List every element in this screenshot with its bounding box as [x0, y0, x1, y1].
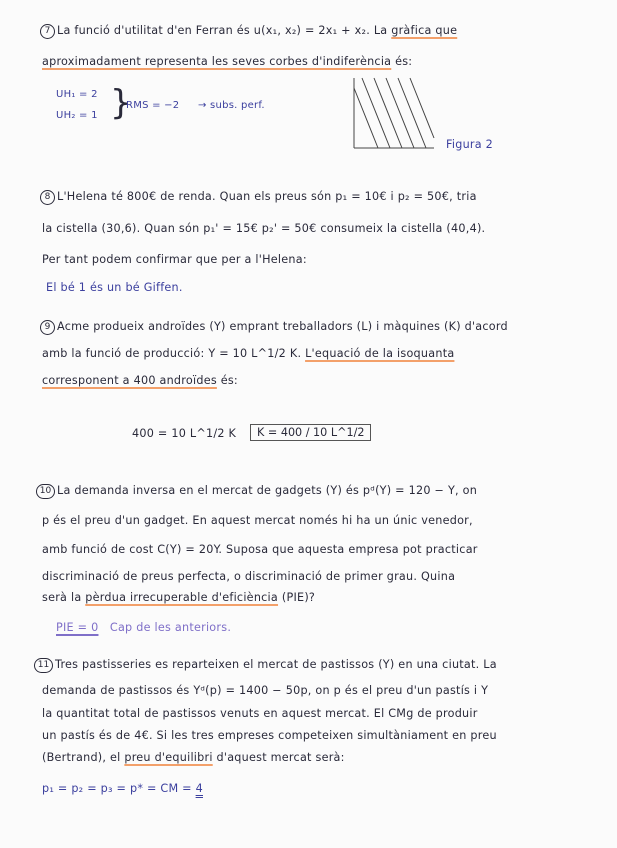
- q11-highlight: preu d'equilibri: [124, 751, 213, 764]
- q9-highlight-1: L'equació de la isoquanta: [305, 347, 455, 360]
- q9-line-2: [42, 347, 454, 360]
- q10-answer-pie: PIE = 0: [56, 621, 99, 634]
- q11-text-5: (Bertrand), el: [42, 751, 125, 764]
- q9-text-2: amb la funció de producció: Y = 10 L^1/2 K.: [42, 347, 306, 360]
- q10-line-5: [42, 591, 315, 604]
- q7-line-2: [42, 55, 412, 68]
- q7-figure-2: [348, 74, 438, 154]
- q7-text-end: és:: [391, 55, 413, 68]
- q9-number: 9: [40, 320, 55, 335]
- q7-brace: }: [110, 83, 132, 123]
- q9-text: Acme produeix androïdes (Y) emprant treballadors (L) i màquines (K) d'acord: [57, 320, 508, 333]
- q11-text: Tres pastisseries es reparteixen el mercat de pastissos (Y) en una ciutat. La: [55, 658, 497, 671]
- q10-line-1: [36, 484, 477, 499]
- q7-uh1: UH₁ = 2: [56, 89, 98, 100]
- q10-line-2: p és el preu d'un gadget. En aquest mercat només hi ha un únic venedor,: [42, 514, 473, 527]
- q8-line-1: [40, 190, 477, 205]
- q11-number: 11: [34, 658, 53, 673]
- q9-highlight-2: corresponent a 400 androïdes: [42, 374, 217, 387]
- q7-uh2: UH₂ = 1: [56, 110, 98, 121]
- q10-text-5: serà la: [42, 591, 86, 604]
- q10-answer: [56, 621, 231, 634]
- q8-text: L'Helena té 800€ de renda. Quan els preus són p₁ = 10€ i p₂ = 50€, tria: [57, 190, 477, 203]
- q10-answer-choice: Cap de les anteriors.: [109, 621, 232, 634]
- q10-line-3: amb funció de cost C(Y) = 20Y. Suposa que aquesta empresa pot practicar: [42, 543, 478, 556]
- q10-number: 10: [36, 484, 55, 499]
- q7-highlight-1: gràfica que: [391, 24, 458, 37]
- q9-equation: 400 = 10 L^1/2 K: [132, 427, 237, 440]
- q7-rms: RMS = −2: [126, 100, 180, 111]
- q10-line-4: discriminació de preus perfecta, o discriminació de primer grau. Quina: [42, 570, 456, 583]
- q11-line-5: [42, 751, 345, 764]
- q11-answer-value: 4: [195, 782, 203, 795]
- q8-line-2: la cistella (30,6). Quan són p₁' = 15€ p₂' = 50€ consumeix la cistella (40,4).: [42, 222, 486, 235]
- q7-arrow-note: → subs. perf.: [198, 100, 265, 111]
- q11-answer-eq: p₁ = p₂ = p₃ = p* = CM =: [42, 782, 196, 795]
- q7-figure-label: Figura 2: [446, 138, 494, 151]
- q9-line-3: [42, 374, 238, 387]
- q10-text: La demanda inversa en el mercat de gadgets (Y) és pᵈ(Y) = 120 − Y, on: [57, 484, 478, 497]
- q9-text-end: és:: [216, 374, 238, 387]
- q7-line-1: [40, 24, 457, 39]
- q9-line-1: [40, 320, 508, 335]
- q11-line-2: demanda de pastissos és Yᵈ(p) = 1400 − 50p, on p és el preu d'un pastís i Y: [42, 684, 489, 697]
- q11-line-3: la quantitat total de pastissos venuts en aquest mercat. El CMg de produir: [42, 707, 478, 720]
- q10-text-end: (PIE)?: [278, 591, 316, 604]
- q8-number: 8: [40, 190, 55, 205]
- q11-text-end: d'aquest mercat serà:: [212, 751, 345, 764]
- q11-line-4: un pastís és de 4€. Si les tres empreses competeixen simultàniament en preu: [42, 729, 497, 742]
- q11-answer: [42, 782, 203, 795]
- q8-line-3: Per tant podem confirmar que per a l'Helena:: [42, 253, 307, 266]
- q7-text: La funció d'utilitat d'en Ferran és u(x₁, x₂) = 2x₁ + x₂. La: [57, 24, 392, 37]
- q7-highlight-2: aproximadament representa les seves corbes d'indiferència: [42, 55, 392, 68]
- q8-answer: El bé 1 és un bé Giffen.: [46, 281, 183, 294]
- q7-number: 7: [40, 24, 55, 39]
- q10-highlight: pèrdua irrecuperable d'eficiència: [85, 591, 279, 604]
- q11-line-1: [34, 658, 497, 673]
- q9-answer-box: K = 400 / 10 L^1/2: [250, 424, 371, 441]
